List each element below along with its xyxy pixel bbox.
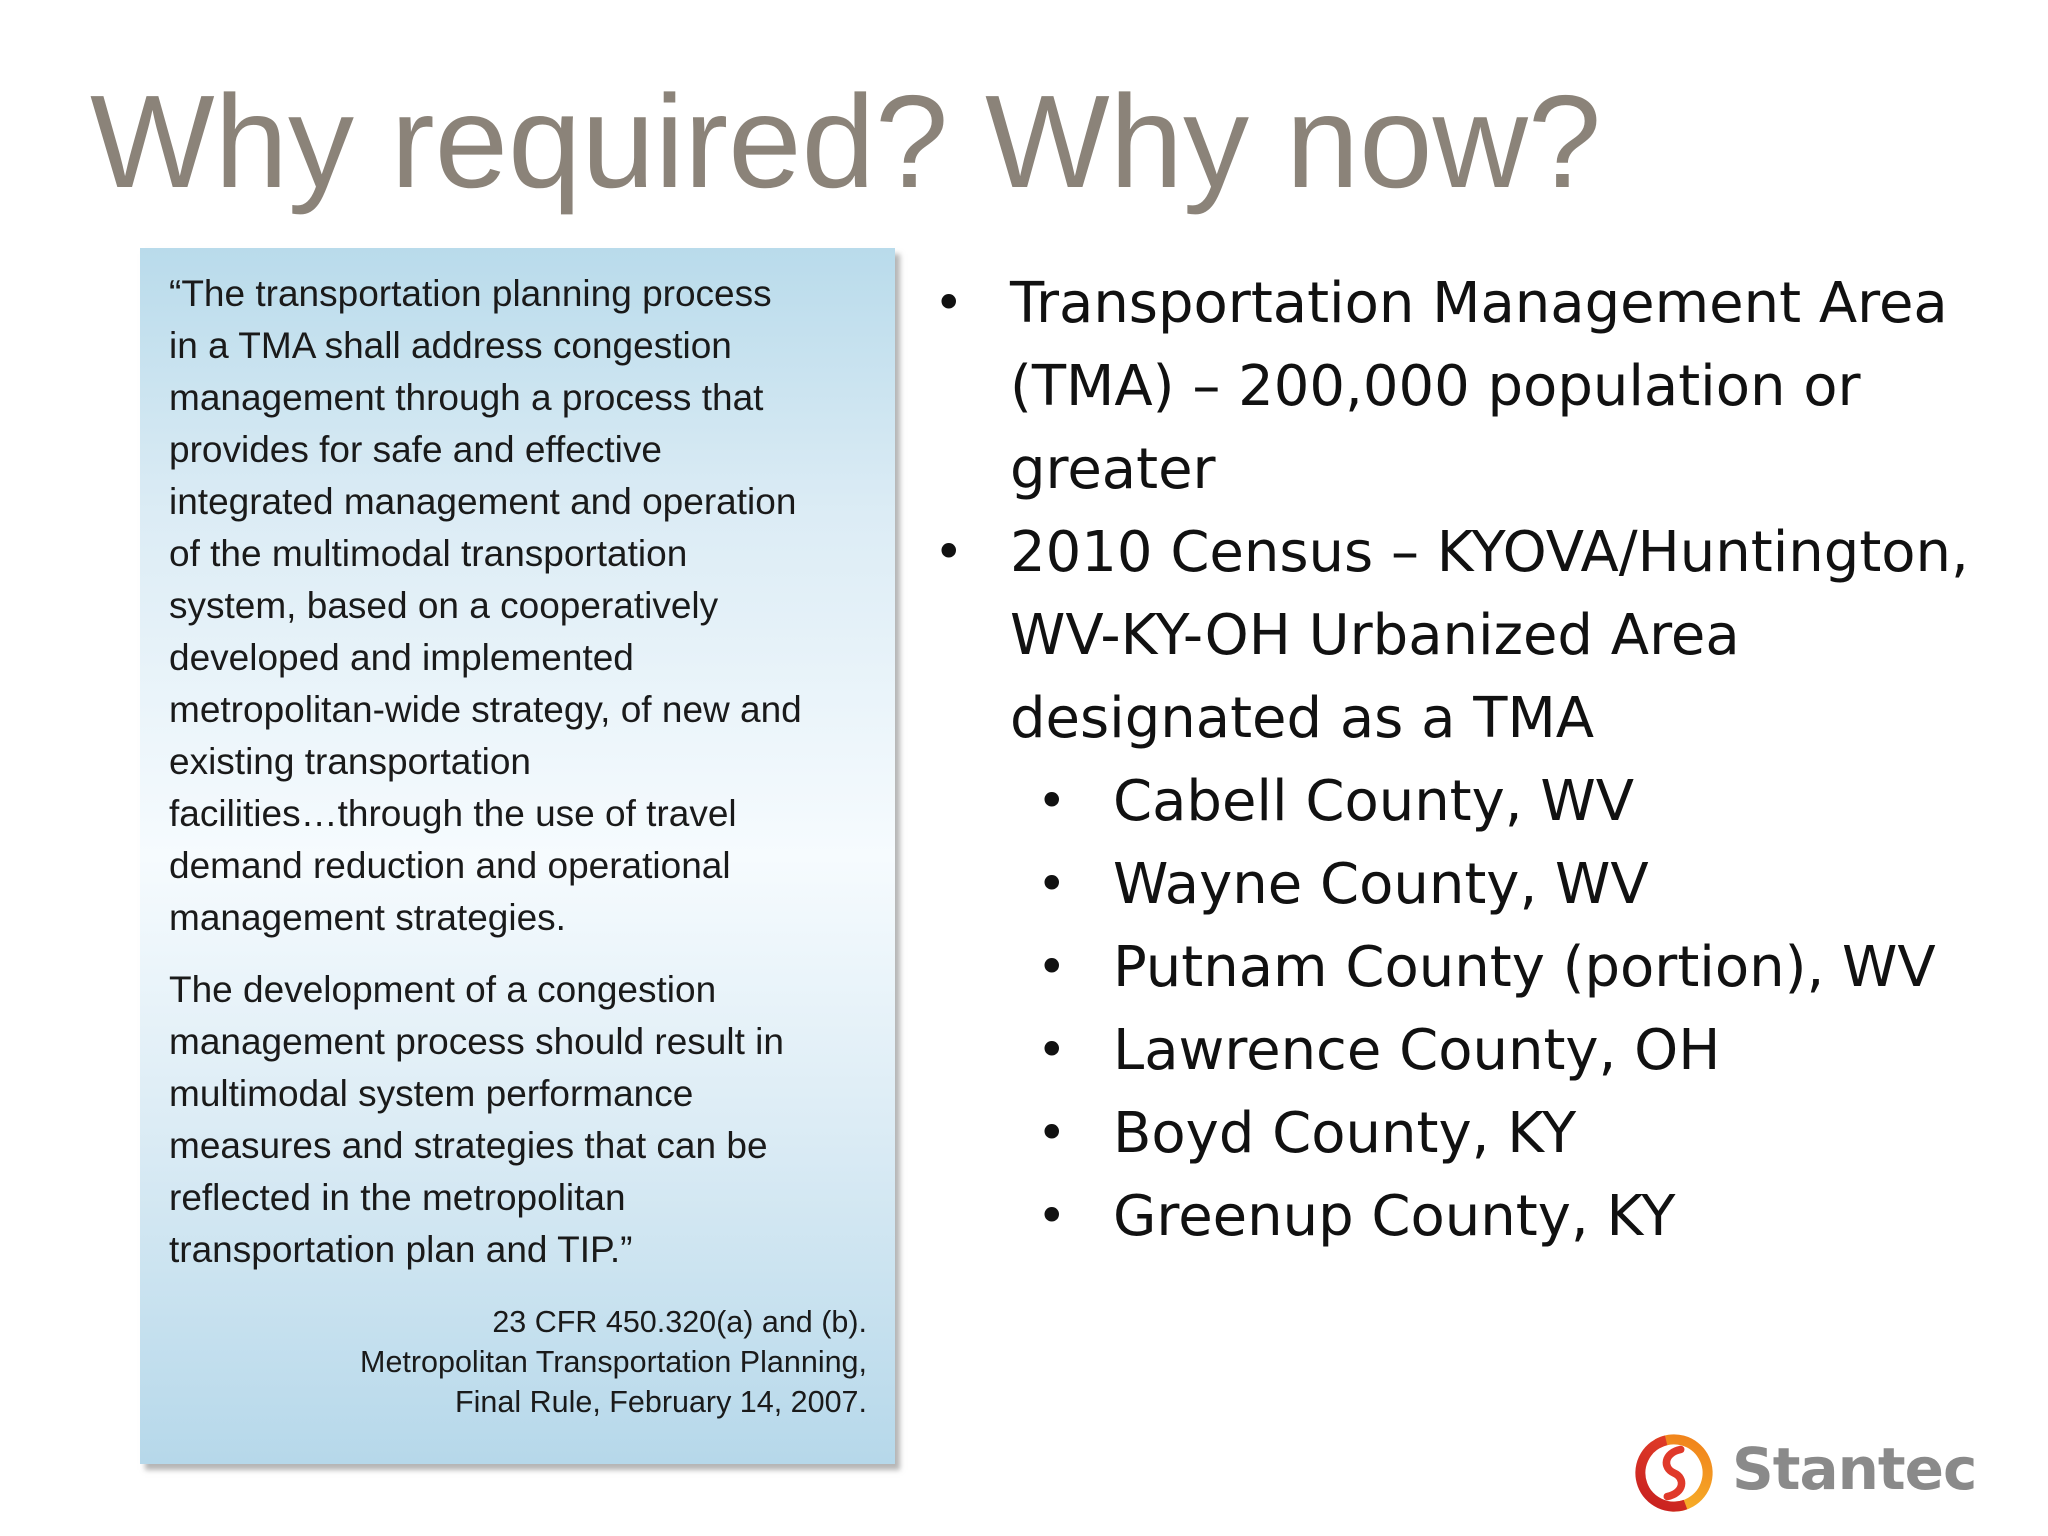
stantec-logo: [1632, 1425, 1977, 1515]
sub-bullet-putnam: [1037, 926, 1936, 1009]
quote-line: integrated management and operation: [169, 481, 797, 522]
bullet-text: Putnam County (portion), WV: [1113, 935, 1936, 1000]
sub-bullet-wayne: [1037, 843, 1649, 926]
quote-line: The development of a congestion: [169, 969, 717, 1010]
bullet-item-tma-line-1: [934, 262, 1948, 345]
quote-line: “The transportation planning process: [169, 273, 772, 314]
bullet-dot: •: [1037, 772, 1067, 830]
sub-bullet-lawrence: [1037, 1009, 1721, 1092]
bullet-text: Transportation Management Area: [1010, 271, 1948, 336]
bullet-dot: •: [934, 274, 964, 332]
bullet-text: (TMA) – 200,000 population or: [1010, 354, 1861, 419]
quote-line: reflected in the metropolitan: [169, 1177, 626, 1218]
quote-line: existing transportation: [169, 741, 531, 782]
quote-line: provides for safe and effective: [169, 429, 662, 470]
quote-line: facilities…through the use of travel: [169, 793, 737, 834]
bullet-text: designated as a TMA: [1010, 686, 1595, 751]
slide-title: Why required? Why now?: [90, 68, 1602, 215]
logo-wordmark: Stantec: [1732, 1435, 1977, 1503]
bullet-item-census-line-1: [934, 511, 1969, 594]
quote-line: management strategies.: [169, 897, 566, 938]
quote-line: multimodal system performance: [169, 1073, 694, 1114]
quote-line: transportation plan and TIP.”: [169, 1229, 633, 1270]
citation-line: Final Rule, February 14, 2007.: [455, 1385, 867, 1419]
bullet-dot: •: [1037, 938, 1067, 996]
bullet-text: greater: [1010, 437, 1216, 502]
bullet-text: Cabell County, WV: [1113, 769, 1635, 834]
sub-bullet-boyd: [1037, 1092, 1577, 1175]
stantec-logo-icon: [1632, 1431, 1716, 1515]
citation-line: Metropolitan Transportation Planning,: [360, 1345, 867, 1379]
quote-line: in a TMA shall address congestion: [169, 325, 732, 366]
quote-box: [140, 248, 895, 1464]
quote-line: management process should result in: [169, 1021, 784, 1062]
quote-line: developed and implemented: [169, 637, 634, 678]
bullet-text: 2010 Census – KYOVA/Huntington,: [1010, 520, 1969, 585]
quote-line: system, based on a cooperatively: [169, 585, 719, 626]
bullet-dot: •: [1037, 1021, 1067, 1079]
bullet-dot: •: [1037, 1187, 1067, 1245]
quote-line: metropolitan-wide strategy, of new and: [169, 689, 802, 730]
quote-line: management through a process that: [169, 377, 764, 418]
quote-line: of the multimodal transportation: [169, 533, 688, 574]
sub-bullet-greenup: [1037, 1175, 1676, 1258]
citation: [169, 1302, 867, 1422]
bullet-dot: •: [934, 523, 964, 581]
bullet-text: Boyd County, KY: [1113, 1101, 1577, 1166]
quote-paragraph-2: [169, 964, 867, 1276]
sub-bullet-cabell: [1037, 760, 1635, 843]
bullet-text: Wayne County, WV: [1113, 852, 1649, 917]
quote-line: measures and strategies that can be: [169, 1125, 768, 1166]
bullet-item-census-line-3: [1010, 677, 1594, 760]
bullet-dot: •: [1037, 855, 1067, 913]
bullet-text: WV-KY-OH Urbanized Area: [1010, 603, 1740, 668]
bullet-text: Greenup County, KY: [1113, 1184, 1676, 1249]
quote-line: demand reduction and operational: [169, 845, 731, 886]
bullet-item-tma-line-3: [1010, 428, 1216, 511]
bullet-text: Lawrence County, OH: [1113, 1018, 1721, 1083]
quote-paragraph-1: [169, 268, 867, 944]
bullet-dot: •: [1037, 1104, 1067, 1162]
citation-line: 23 CFR 450.320(a) and (b).: [492, 1305, 867, 1339]
bullet-item-tma-line-2: [1010, 345, 1861, 428]
bullet-item-census-line-2: [1010, 594, 1740, 677]
